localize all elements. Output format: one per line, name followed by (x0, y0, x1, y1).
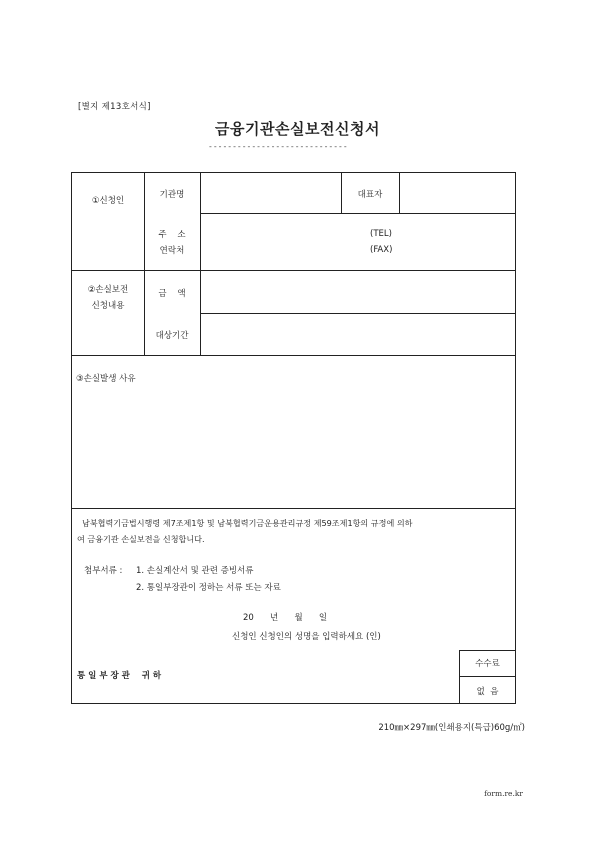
title-underline: ----------------------------- (208, 142, 348, 151)
statement-line-1: 남북협력기금법시행령 제7조제1항 및 남북협력기금운용관리규정 제59조제1항의 규정에 의하 (82, 518, 413, 528)
reason-label: ③손실발생 사유 (76, 374, 136, 384)
institution-name-label: 기관명 (159, 190, 185, 200)
signature-line: 신청인 신청인의 성명을 입력하세요 (인) (232, 632, 381, 642)
claim-section-label-1: ②손실보전 (87, 285, 129, 295)
fee-label: 수수료 (475, 659, 500, 669)
attachment-1: 1. 손실계산서 및 관련 증빙서류 (136, 566, 254, 576)
fee-box-top (459, 650, 516, 651)
claim-section-label-2: 신청내용 (91, 301, 125, 311)
col-divider (144, 173, 145, 355)
contact-label: 연락처 (159, 246, 185, 256)
representative-label: 대표자 (357, 190, 383, 200)
address-contact-field[interactable] (201, 214, 516, 269)
period-field[interactable] (201, 314, 516, 354)
addressee: 통 일 부 장 관 귀 하 (77, 671, 162, 681)
amount-label: 금 액 (158, 289, 186, 299)
attachments-label: 첨부서류 : (84, 566, 123, 576)
row-divider (459, 676, 516, 677)
date-line: 20 년 월 일 (243, 613, 328, 623)
tel-label: (TEL) (370, 229, 392, 239)
fax-label: (FAX) (370, 245, 393, 255)
address-label: 주 소 (158, 230, 186, 240)
site-watermark: form.re.kr (484, 789, 523, 798)
reason-field[interactable] (73, 387, 515, 507)
row-divider (72, 508, 516, 509)
page-title: 금융기관손실보전신청서 (215, 120, 380, 138)
institution-name-field[interactable] (201, 174, 340, 212)
representative-field[interactable] (400, 174, 515, 212)
form-table (71, 172, 516, 704)
row-divider (72, 355, 516, 356)
applicant-section-label: ①신청인 (91, 196, 125, 206)
statement-line-2: 여 금융기관 손실보전을 신청합니다. (77, 534, 205, 544)
form-number: [별지 제13호서식] (78, 102, 151, 112)
period-label: 대상기간 (155, 331, 189, 341)
paper-spec: 210㎜×297㎜(인쇄용지(특급)60g/㎡) (378, 723, 525, 733)
amount-field[interactable] (201, 271, 516, 312)
attachment-2: 2. 통일부장관이 정하는 서류 또는 자료 (136, 583, 281, 593)
fee-value: 없 음 (476, 687, 499, 697)
